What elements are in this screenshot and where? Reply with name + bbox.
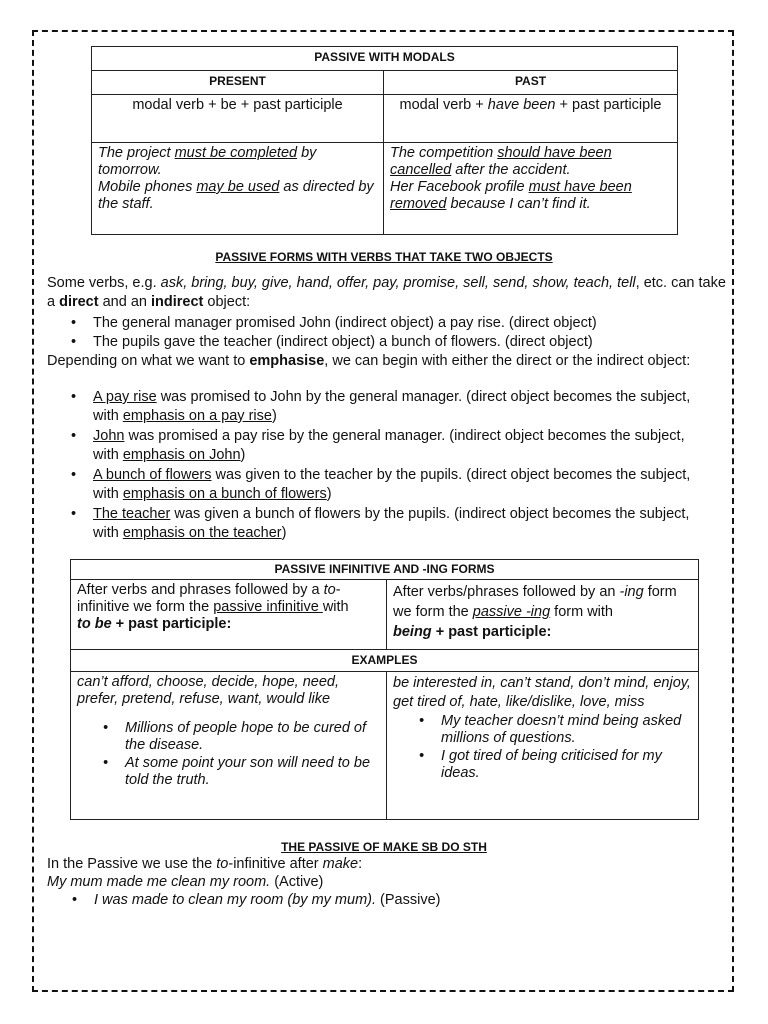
modals-table xyxy=(91,46,678,235)
make-rule: In the Passive we use the to-infinitive after make: xyxy=(47,856,363,872)
modals-table-title: PASSIVE WITH MODALS xyxy=(92,47,678,71)
ing-verbs: be interested in, can’t stand, don’t mind, enjoy, get tired of, hate, like/dislike, love, miss xyxy=(393,675,691,710)
two-objects-examples xyxy=(93,314,713,351)
present-header: PRESENT xyxy=(92,71,384,95)
past-examples: The competition should have been cancelled after the accident. Her Facebook profile must have been removed because I can’t find it. xyxy=(384,143,678,235)
make-passive-list xyxy=(94,891,694,909)
two-objects-intro: Some verbs, e.g. ask, bring, buy, give, hand, offer, pay, promise, sell, send, show, teach, tell, etc. can take a direct and an indirect object: xyxy=(47,275,726,310)
make-heading: THE PASSIVE OF MAKE SB DO STH xyxy=(281,840,487,854)
past-formula: modal verb + have been + past participle xyxy=(384,95,678,143)
infinitive-table-title: PASSIVE INFINITIVE AND -ING FORMS xyxy=(71,560,699,580)
list-item: • My teacher doesn’t mind being asked millions of questions. xyxy=(441,713,692,747)
infinitive-table xyxy=(70,559,699,820)
make-active-example: My mum made me clean my room. (Active) xyxy=(47,874,324,890)
list-item: • I was made to clean my room (by my mum). (Passive) xyxy=(94,891,694,909)
list-item: • Millions of people hope to be cured of the disease. xyxy=(125,720,380,754)
list-item: • The pupils gave the teacher (indirect object) a bunch of flowers. (direct object) xyxy=(93,333,713,351)
passive-ing-rule: After verbs/phrases followed by an -ing form we form the passive -ing form with being + past participle: xyxy=(387,580,699,650)
list-item: • The general manager promised John (indirect object) a pay rise. (direct object) xyxy=(93,314,713,332)
present-examples: The project must be completed by tomorrow. Mobile phones may be used as directed by the staff. xyxy=(92,143,384,235)
ing-examples xyxy=(387,672,699,820)
past-header: PAST xyxy=(384,71,678,95)
emphasis-list xyxy=(93,388,693,543)
infinitive-verbs: can’t afford, choose, decide, hope, need, prefer, pretend, refuse, want, would like xyxy=(77,674,339,707)
list-item: • I got tired of being criticised for my ideas. xyxy=(441,748,692,782)
passive-infinitive-rule: After verbs and phrases followed by a to-infinitive we form the passive infinitive with to be + past participle: xyxy=(71,580,387,650)
list-item: • At some point your son will need to be told the truth. xyxy=(125,755,380,789)
examples-header: EXAMPLES xyxy=(71,650,699,672)
list-item: • John was promised a pay rise by the general manager. (indirect object becomes the subject, with emphasis on John) xyxy=(93,427,693,465)
depend-paragraph: Depending on what we want to emphasise, we can begin with either the direct or the indirect object: xyxy=(47,353,691,369)
two-objects-heading: PASSIVE FORMS WITH VERBS THAT TAKE TWO OBJECTS xyxy=(215,250,553,264)
list-item: • The teacher was given a bunch of flowers by the pupils. (indirect object becomes the subject, with emphasis on the teacher) xyxy=(93,505,693,543)
list-item: • A pay rise was promised to John by the general manager. (direct object becomes the subject, with emphasis on a pay rise) xyxy=(93,388,693,426)
list-item: • A bunch of flowers was given to the teacher by the pupils. (direct object becomes the subject, with emphasis on a bunch of flowers) xyxy=(93,466,693,504)
present-formula: modal verb + be + past participle xyxy=(92,95,384,143)
infinitive-examples xyxy=(71,672,387,820)
